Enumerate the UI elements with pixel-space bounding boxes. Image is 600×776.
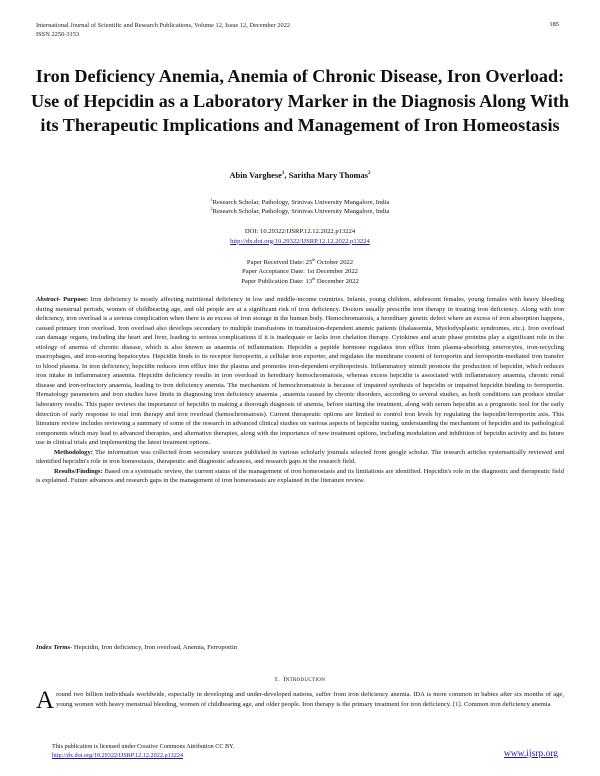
publication-date-text: Paper Publication Date: 13	[241, 277, 313, 285]
page-footer	[52, 742, 234, 760]
affiliation-2-text: Research Scholar, Pathology, Srinivas University Mangalore, India	[212, 208, 390, 216]
received-date-text: Paper Received Date: 25	[246, 259, 313, 266]
section-number: I.	[274, 676, 280, 683]
methodology-text: The information was collected from secondary sources published in various scholarly journals selected from google scholar. The research articles systematically reviewed and identified hepcidin's role in iron homeostasis, therapeutic and diagnostic advances, and research gaps in the research field.	[36, 448, 564, 466]
introduction-text: round two billion individuals worldwide, especially in developing and under-developed nations, suffer from iron deficiency anemia. IDA is more common in babies after six months of age, young women with heavy menstrual bleeding, women of childbearing age, and older people. Iron therapy is the primary treatment for iron deficiency. [1]. Common iron deficiency anemia	[56, 691, 564, 708]
running-header	[36, 21, 290, 39]
affiliation-2	[0, 207, 600, 216]
drop-cap: A	[36, 687, 55, 714]
introduction-paragraph	[36, 687, 564, 714]
abstract-purpose	[36, 295, 564, 448]
received-date	[0, 258, 600, 267]
paper-dates	[0, 258, 600, 286]
index-terms-label: Index Terms	[36, 644, 71, 651]
purpose-text: Iron deficiency is mostly affecting nutritional deficiency in low and middle-income countries. Infants, young children, adolescent females, young females with heavy bleeding during menstrual periods, women of childbearing age, and old people are at a significant risk of iron deficiency. Doctors usually prescribe iron therapy in treating iron deficiency. Along with iron deficiency, iron overload is a serious complication when there is an excess of iron storage in the human body. Hemochromatosis, a hereditary genetic defect where an excess of iron absorption happens, caused primary iron overload. Iron overload also develops secondary to multiple transfusions in transfusion-dependent anemic patients (thalassemia, Myelodysplastic syndromes, etc.). Iron overload can damage organs, including the heart and liver, leading to serious complications if it is inadequate or lacks iron chelation therapy. Cytokines and acute phase proteins play a significant role in the etiology of anemia of chronic disease, which is also known as anaemia of inflammation. Hepcidin a peptide hormone regulates iron efflux from plasma-absorbing enterocytes, iron-recycling macrophages, and iron-storing hepatocytes. Hepcidin binds to its receptor ferroportin, a cellular iron exporter, and regulates the membrane content of ferroportin and ferroportin-mediated iron transfer to blood plasma. In iron deficiency, hepcidin reduces iron efflux into the plasma and promotes iron-dependent erythropoiesis. Inflammatory stimuli promote the production of hepcidin, which reduces iron intake in inflammatory anaemia. Hepcidin deficiency results in iron overload in hereditary hemochromatosis, whereas excess hepcidin is associated with inflammatory anaemia, chronic renal disease and iron-refractory anaemia, leading to iron deficiency anemia. The mechanism of hemochromatosis is because of impaired synthesis of hepcidin or impaired hepcidin binding to ferroportin. Hematology parameters and iron studies have limits in diagnosing iron deficiency anaemia , anaemia caused by chronic disorders, according to several studies, as both conditions can produce similar laboratory results. This paper reviews the importance of hepcidin in making a thorough diagnosis of anemia, before starting the treatment, along with serum hepcidin as a prognostic tool for the early detection of early response to oral iron therapy and iron overload (hemochromatosis). Current therapeutic options are limited to control iron levels by regulating the hepcidin/ferroportin axis. This literature review includes reviewing a summary of some of the research in advanced clinical studies on various aspects of hepcidin tuning, understanding the mechanism of hepcidin and its pathological components which may lead to advanced therapies, and alternative therapies, along with the importance of new treatment options, including modulation and inhibition of hepcidin activity and its future use in clinical trials and implementing the latest treatment options.	[36, 296, 564, 447]
publication-date-month: December 2022	[315, 277, 359, 285]
index-terms-text: - Hepcidin, Iron deficiency, Iron overload, Anemia, Ferroportin	[70, 644, 238, 651]
issn: ISSN 2250-3153	[36, 31, 80, 38]
section-title: Introduction	[283, 676, 326, 683]
results-label: Results/Findings:	[54, 467, 103, 475]
abstract	[36, 295, 564, 486]
received-date-sup: th	[312, 256, 316, 262]
abstract-results	[36, 467, 564, 486]
author-1-sup: 1	[281, 171, 285, 177]
license-line: This publication is licensed under Creative Commons Attribution CC BY.	[52, 743, 235, 750]
author-1: Abin Varghese	[229, 171, 282, 180]
doi-link[interactable]: http://dx.doi.org/10.29322/IJSRP.12.12.2022.p13224	[230, 237, 370, 245]
publication-date	[0, 277, 600, 286]
abstract-label: Abstract-	[36, 296, 61, 303]
author-2-sup: 2	[367, 171, 371, 177]
acceptance-date: Paper Acceptance Date: 1st December 2022	[242, 268, 358, 276]
index-terms	[36, 643, 564, 652]
journal-website-link[interactable]: www.ijsrp.org	[503, 749, 558, 759]
publication-date-sup: th	[312, 275, 316, 281]
affiliation-2-sup: 2	[210, 206, 213, 212]
affiliation-1	[0, 198, 600, 207]
affiliations	[0, 198, 600, 217]
doi-block	[0, 227, 600, 246]
affiliation-1-sup: 1	[210, 196, 213, 202]
author-separator: ,	[284, 171, 289, 180]
purpose-label: Purpose:	[60, 296, 89, 303]
section-heading	[0, 676, 600, 683]
doi-line: DOI: 10.29322/IJSRP.12.12.2022.p13224	[244, 228, 356, 235]
affiliation-1-text: Research Scholar, Pathology, Srinivas University Mangalore, India	[212, 199, 390, 206]
footer-doi-link[interactable]: http://dx.doi.org/10.29322/IJSRP.12.12.2022.p13224	[52, 752, 184, 760]
received-date-month: October 2022	[315, 259, 354, 266]
results-text: Based on a systematic review, the current status of the management of iron homeostasis and its limitations are identified. Hepcidin's role in the diagnostic and therapeutic field is explained. Future advances and research gaps in the management of iron homeostasis are explained in the literature review.	[36, 467, 564, 485]
author-line	[0, 171, 600, 180]
page-number: 185	[549, 21, 559, 28]
methodology-label: Methodology:	[54, 448, 93, 456]
paper-title: Iron Deficiency Anemia, Anemia of Chronic Disease, Iron Overload: Use of Hepcidin as a Laboratory Marker in the Diagnosis Along With its Therapeutic Implications and Management of Iron Homeostasis	[30, 66, 570, 135]
abstract-methodology	[36, 448, 564, 467]
journal-line: International Journal of Scientific and Research Publications, Volume 12, Issue 12, December 2022	[36, 22, 291, 29]
author-2: Saritha Mary Thomas	[288, 171, 368, 180]
